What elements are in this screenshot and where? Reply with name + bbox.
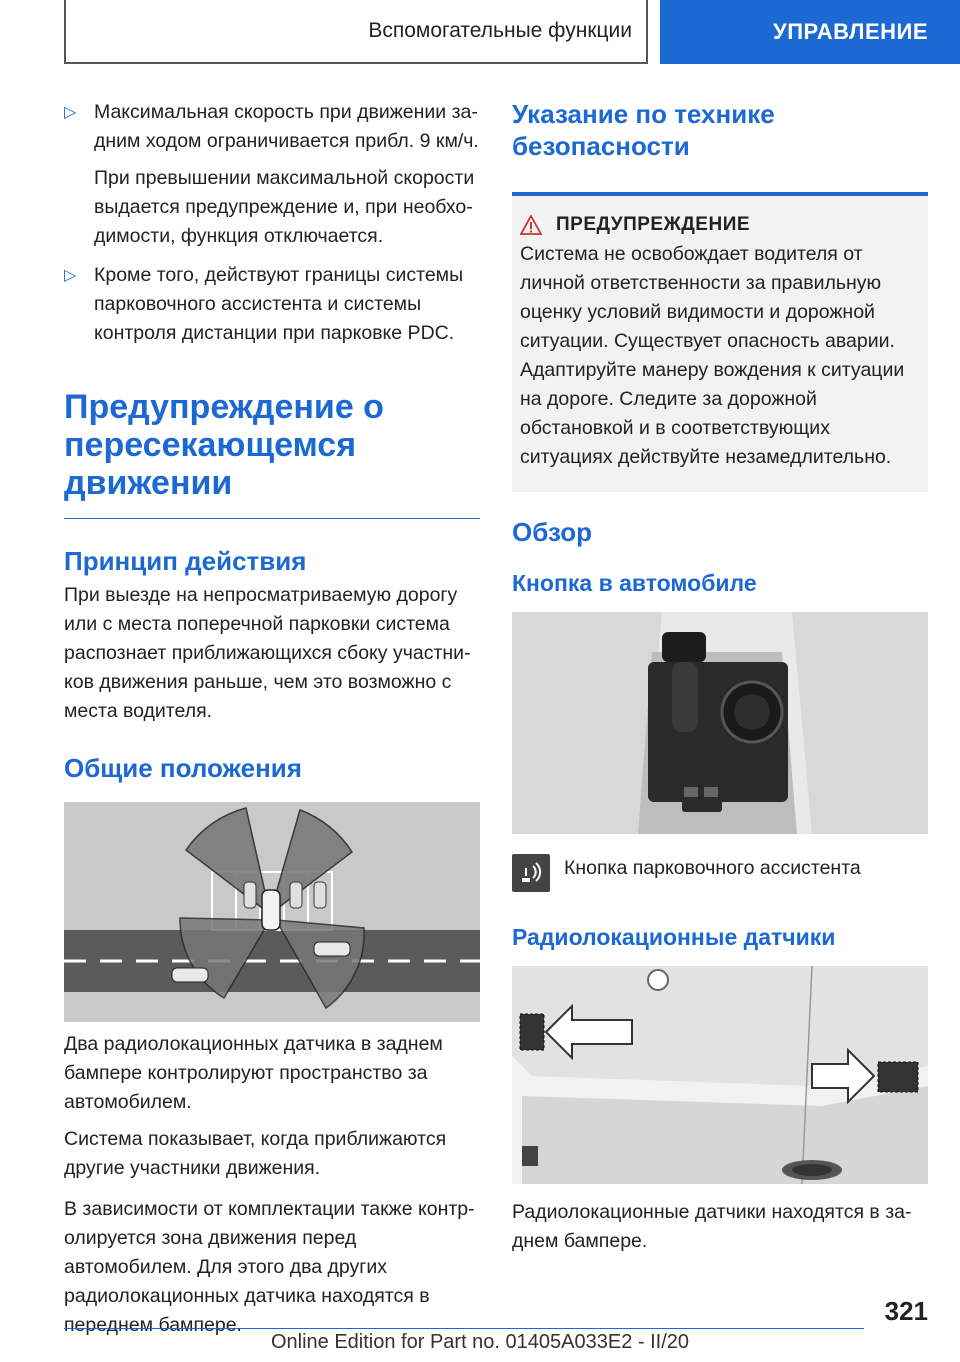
- subheading-overview: Обзор: [512, 517, 592, 547]
- warning-title: ПРЕДУПРЕЖДЕНИЕ: [556, 214, 751, 235]
- general-paragraph-3: В зависимости от комплектации также контролируется зона движения перед автомобилем. Для этого два других радиолокационных датчика находятся в переднем бампере.: [64, 1198, 475, 1336]
- bullet-item: [64, 98, 480, 251]
- section-title-text: Вспомогательные функции: [368, 19, 632, 42]
- button-caption: Кнопка парковочного ассистента: [564, 857, 861, 879]
- subheading-principle: Принцип действия: [64, 546, 307, 576]
- section-heading: Предупреждение о пересекающемся движении: [64, 388, 384, 502]
- page-number: 321: [884, 1296, 928, 1326]
- bullet-text: Максимальная скорость при движении задним ходом ограничивается прибл. 9 км/ч.: [94, 101, 479, 152]
- principle-paragraph: При выезде на непросматриваемую дорогу или с места поперечной парковки система распознает приближающихся сбоку участников движения раньше, чем это возможно с места водителя.: [64, 584, 471, 722]
- warning-text: Система не освобождает водителя от личной ответственности за правильную оценку условий видимости и дорожной ситуации. Существует опасность аварии. Адаптируйте манеру вождения к ситуации на дороге. Следите за дорожной обстановкой и в соответствующих ситуациях действуйте незамедлительно.: [520, 243, 905, 468]
- left-column: [64, 98, 480, 1340]
- header-section-title: [64, 0, 648, 64]
- footer-edition: Online Edition for Part no. 01405A033E2 - II/20: [270, 1331, 690, 1353]
- subheading-general: Общие положения: [64, 753, 302, 783]
- warning-triangle-icon: [520, 215, 542, 235]
- center-console-photo: [512, 612, 928, 834]
- cross-traffic-illustration: [64, 802, 480, 1022]
- heading-divider: [64, 518, 480, 519]
- button-caption-row: [512, 854, 928, 892]
- triangle-bullet-icon: ▷: [64, 104, 77, 121]
- sensors-paragraph: Радиолокационные датчики находятся в заднем бампере.: [512, 1201, 912, 1252]
- subheading-safety: Указание по технике безопасности: [512, 99, 775, 161]
- triangle-bullet-icon: ▷: [64, 267, 77, 284]
- header-tab-label: УПРАВЛЕНИЕ: [773, 19, 928, 44]
- warning-box: [512, 192, 928, 492]
- general-paragraph-1: Два радиолокационных датчика в заднем бампере контролируют пространство за автомобилем.: [64, 1033, 443, 1113]
- bullet-text: Кроме того, действуют границы системы парковочного ассистента и системы контроля дистанции при парковке PDC.: [94, 264, 464, 344]
- header-tab[interactable]: [660, 0, 960, 64]
- park-assist-button-icon: [512, 854, 550, 892]
- subheading-sensors: Радиолокационные датчики: [512, 924, 836, 950]
- subheading-button: Кнопка в автомобиле: [512, 570, 757, 596]
- general-paragraph-2: Система показывает, когда приближаются другие участники движения.: [64, 1128, 447, 1179]
- warning-header: [520, 214, 920, 236]
- rear-bumper-photo: [512, 966, 928, 1184]
- bullet-item: [64, 261, 480, 348]
- bullet-text: При превышении максимальной скорости выдается предупреждение и, при необходимости, функция отключается.: [94, 167, 475, 247]
- footer-divider: [64, 1328, 864, 1329]
- right-column: [512, 98, 928, 1256]
